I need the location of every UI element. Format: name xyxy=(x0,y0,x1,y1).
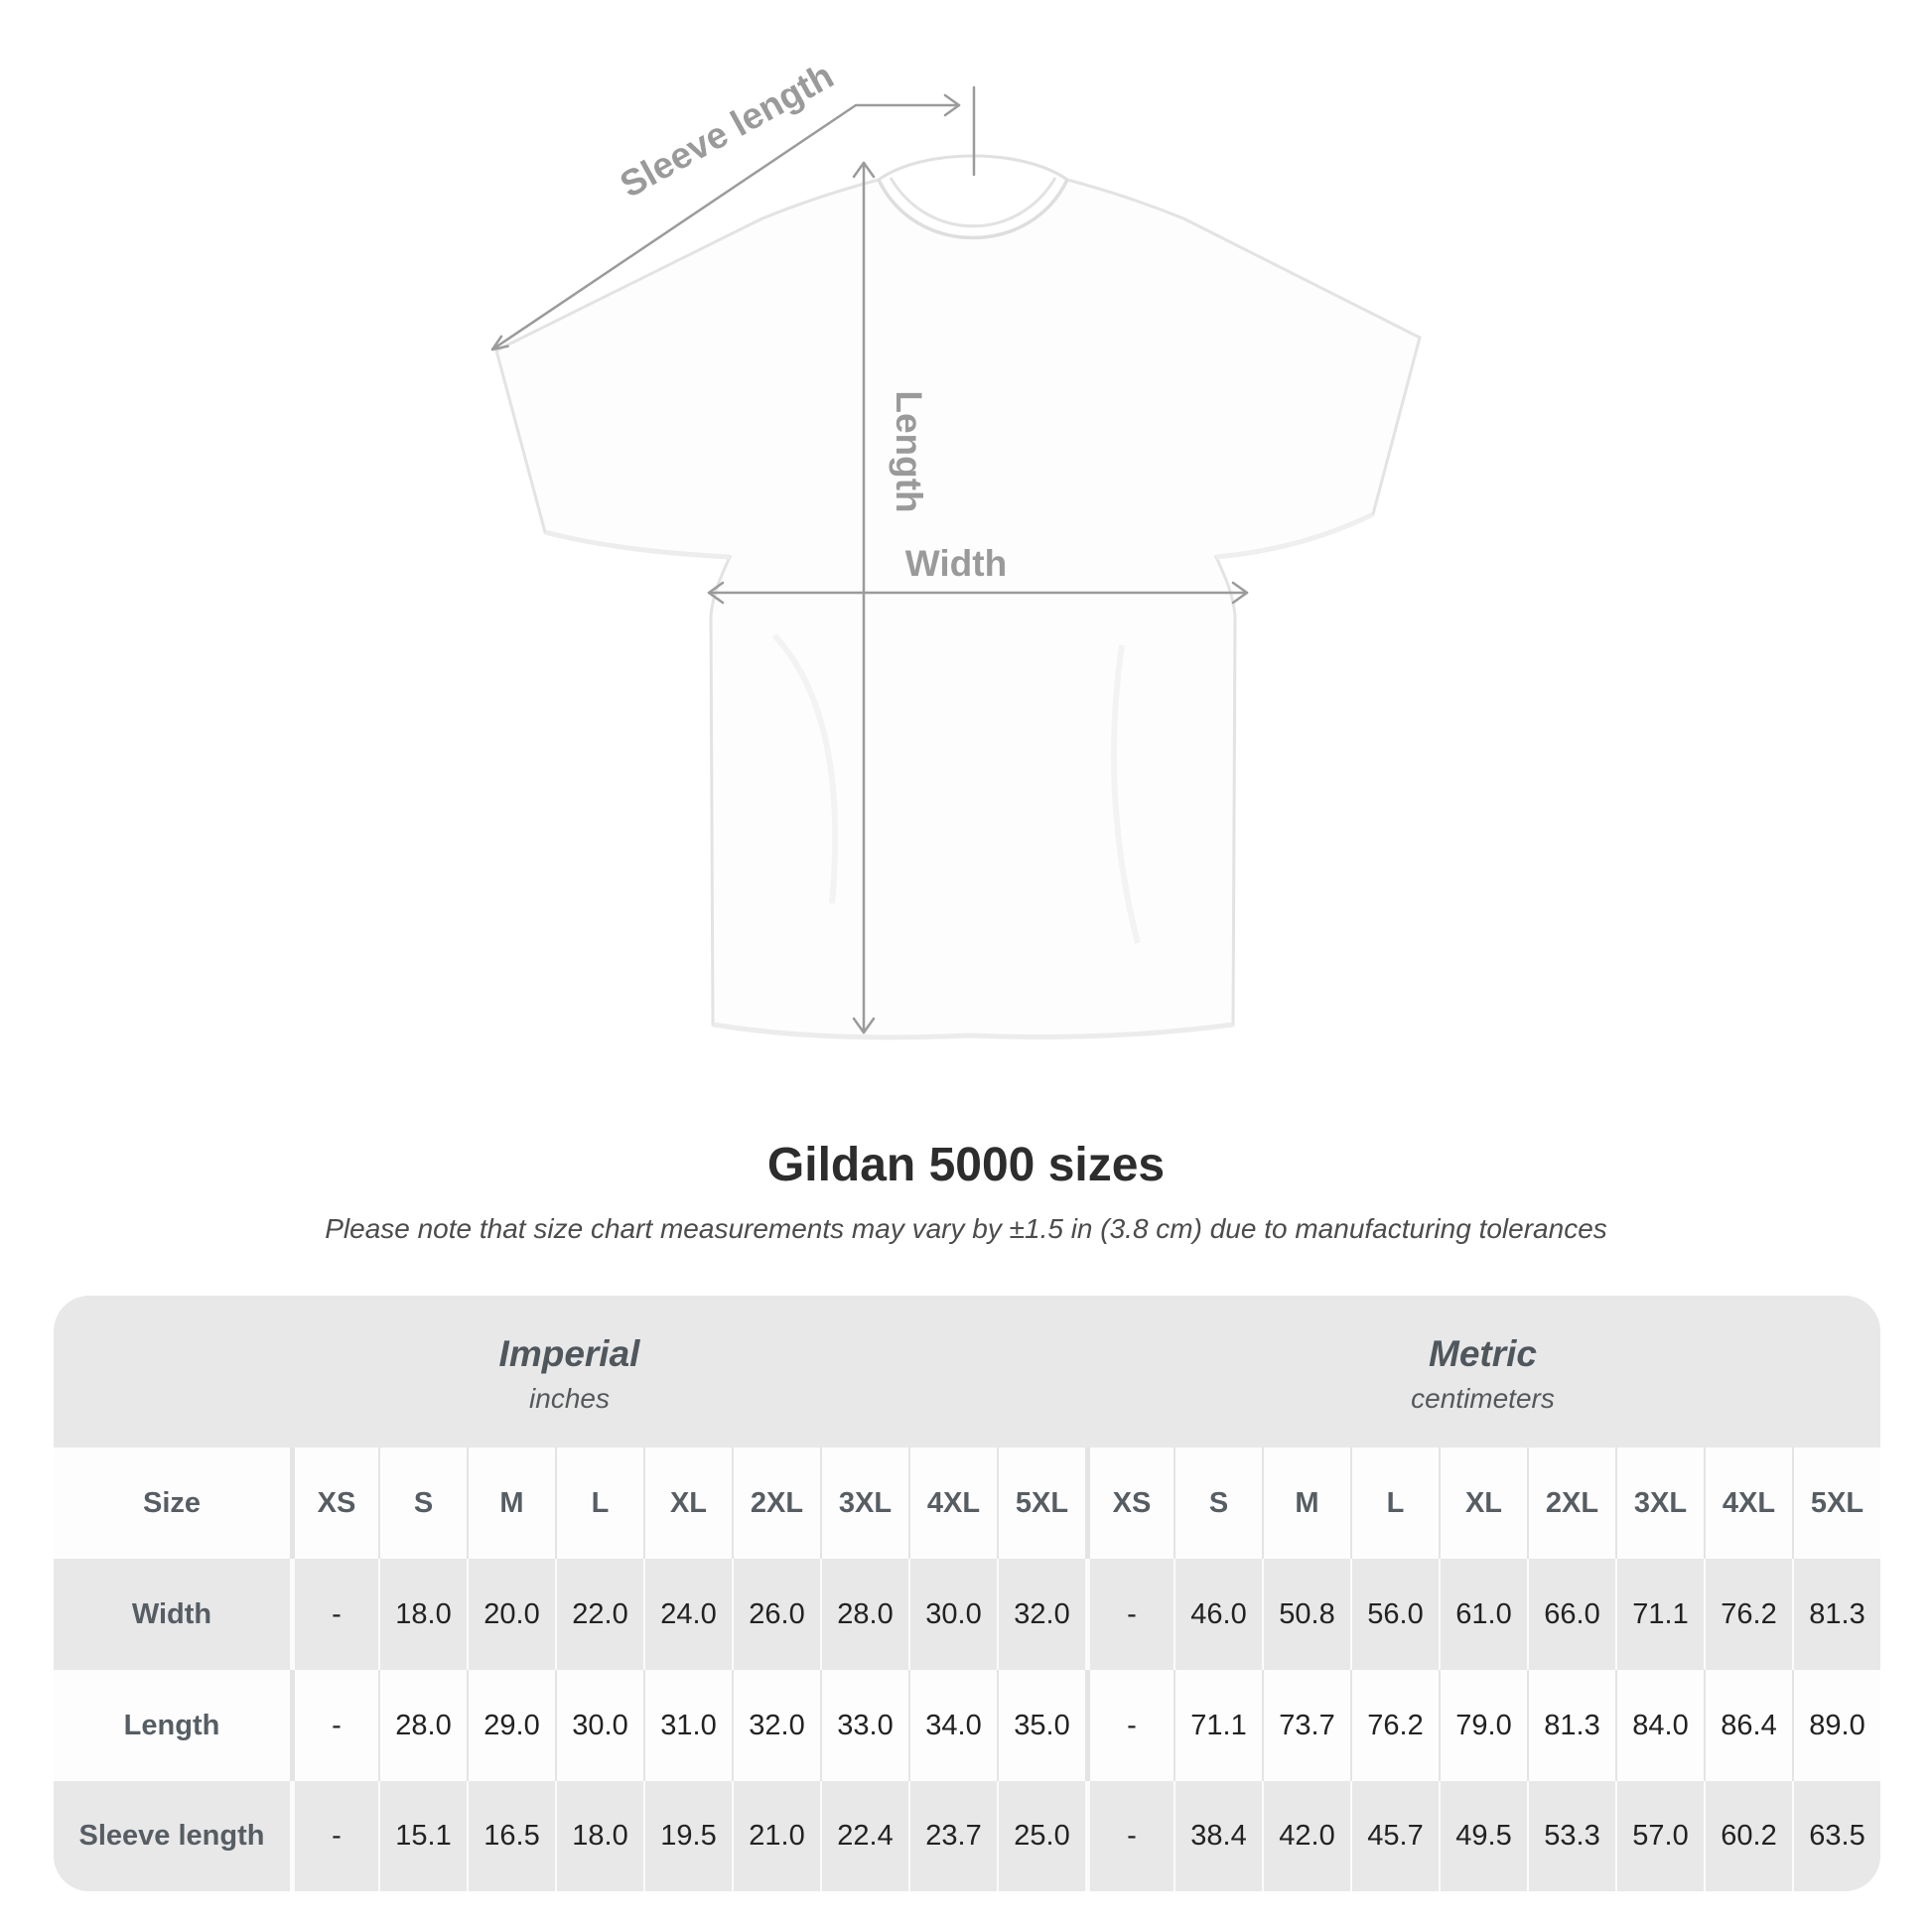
size-value: 18.0 xyxy=(378,1559,467,1670)
size-value: 32.0 xyxy=(732,1670,820,1781)
size-value: 76.2 xyxy=(1350,1670,1439,1781)
size-column-header: S xyxy=(1173,1448,1262,1559)
size-value: - xyxy=(1085,1559,1173,1670)
sleeve-length-label: Sleeve length xyxy=(613,55,841,206)
size-value: 15.1 xyxy=(378,1781,467,1891)
size-column-header: S xyxy=(378,1448,467,1559)
size-value: 42.0 xyxy=(1262,1781,1350,1891)
size-value: 24.0 xyxy=(643,1559,732,1670)
size-value: 30.0 xyxy=(555,1670,643,1781)
size-column-header: 5XL xyxy=(997,1448,1085,1559)
size-value: 50.8 xyxy=(1262,1559,1350,1670)
metric-group-header xyxy=(1085,1296,1880,1448)
size-column-header: 3XL xyxy=(820,1448,908,1559)
size-value: 23.7 xyxy=(908,1781,997,1891)
size-value: 26.0 xyxy=(732,1559,820,1670)
size-value: 28.0 xyxy=(378,1670,467,1781)
tolerance-note: Please note that size chart measurements may vary by ±1.5 in (3.8 cm) due to manufacturing tolerances xyxy=(325,1213,1607,1244)
size-value: 71.1 xyxy=(1615,1559,1704,1670)
size-value: - xyxy=(1085,1781,1173,1891)
imperial-group-unit: inches xyxy=(529,1382,610,1414)
size-column-header: XS xyxy=(1085,1448,1173,1559)
size-value: 30.0 xyxy=(908,1559,997,1670)
size-value: 49.5 xyxy=(1439,1781,1527,1891)
size-value: - xyxy=(1085,1670,1173,1781)
size-value: 86.4 xyxy=(1704,1670,1792,1781)
size-value: 19.5 xyxy=(643,1781,732,1891)
size-column-header: XS xyxy=(290,1448,378,1559)
size-value: 22.0 xyxy=(555,1559,643,1670)
imperial-group-header xyxy=(54,1296,1085,1448)
row-label: Length xyxy=(123,1709,220,1741)
size-column-header: L xyxy=(555,1448,643,1559)
size-value: - xyxy=(290,1670,378,1781)
size-chart-table xyxy=(54,1296,1880,1891)
page-title: Gildan 5000 sizes xyxy=(766,1139,1166,1191)
size-value: 20.0 xyxy=(467,1559,555,1670)
size-value: 53.3 xyxy=(1527,1781,1615,1891)
size-value: 46.0 xyxy=(1173,1559,1262,1670)
size-value: 18.0 xyxy=(555,1781,643,1891)
table-row xyxy=(54,1781,1880,1891)
size-value: 38.4 xyxy=(1173,1781,1262,1891)
size-value: - xyxy=(290,1559,378,1670)
size-value: 34.0 xyxy=(908,1670,997,1781)
tshirt-graphic xyxy=(496,156,1420,1037)
table-header-row xyxy=(54,1448,1880,1559)
row-label: Width xyxy=(131,1597,212,1630)
size-column-header: XL xyxy=(1439,1448,1527,1559)
size-value: 33.0 xyxy=(820,1670,908,1781)
size-value: 25.0 xyxy=(997,1781,1085,1891)
size-value: 22.4 xyxy=(820,1781,908,1891)
size-value: 56.0 xyxy=(1350,1559,1439,1670)
collar-band xyxy=(891,178,1055,226)
size-column-header: 3XL xyxy=(1615,1448,1704,1559)
width-label: Width xyxy=(904,543,1008,584)
metric-group-unit: centimeters xyxy=(1411,1382,1555,1414)
size-value: 71.1 xyxy=(1173,1670,1262,1781)
table-row xyxy=(54,1670,1880,1781)
size-value: 81.3 xyxy=(1792,1559,1880,1670)
size-value: 28.0 xyxy=(820,1559,908,1670)
row-label: Size xyxy=(142,1486,202,1519)
size-column-header: 2XL xyxy=(1527,1448,1615,1559)
size-value: 21.0 xyxy=(732,1781,820,1891)
size-value: 29.0 xyxy=(467,1670,555,1781)
length-label: Length xyxy=(889,390,929,513)
imperial-group-title: Imperial xyxy=(498,1332,640,1374)
size-column-header: M xyxy=(1262,1448,1350,1559)
size-value: 32.0 xyxy=(997,1559,1085,1670)
size-value: 63.5 xyxy=(1792,1781,1880,1891)
size-column-header: XL xyxy=(643,1448,732,1559)
unit-group-header xyxy=(54,1296,1880,1448)
size-value: - xyxy=(290,1781,378,1891)
size-value: 31.0 xyxy=(643,1670,732,1781)
size-value: 73.7 xyxy=(1262,1670,1350,1781)
size-table-body xyxy=(54,1448,1880,1891)
size-value: 89.0 xyxy=(1792,1670,1880,1781)
size-value: 61.0 xyxy=(1439,1559,1527,1670)
size-column-header: 2XL xyxy=(732,1448,820,1559)
size-value: 66.0 xyxy=(1527,1559,1615,1670)
size-value: 57.0 xyxy=(1615,1781,1704,1891)
metric-group-title: Metric xyxy=(1429,1332,1537,1374)
size-value: 79.0 xyxy=(1439,1670,1527,1781)
size-column-header: 4XL xyxy=(908,1448,997,1559)
size-column-header: L xyxy=(1350,1448,1439,1559)
size-column-header: M xyxy=(467,1448,555,1559)
size-value: 16.5 xyxy=(467,1781,555,1891)
size-value: 35.0 xyxy=(997,1670,1085,1781)
row-label: Sleeve length xyxy=(78,1820,265,1852)
size-column-header: 5XL xyxy=(1792,1448,1880,1559)
size-value: 84.0 xyxy=(1615,1670,1704,1781)
table-row xyxy=(54,1559,1880,1670)
size-value: 60.2 xyxy=(1704,1781,1792,1891)
size-value: 81.3 xyxy=(1527,1670,1615,1781)
size-value: 76.2 xyxy=(1704,1559,1792,1670)
size-column-header: 4XL xyxy=(1704,1448,1792,1559)
size-value: 45.7 xyxy=(1350,1781,1439,1891)
